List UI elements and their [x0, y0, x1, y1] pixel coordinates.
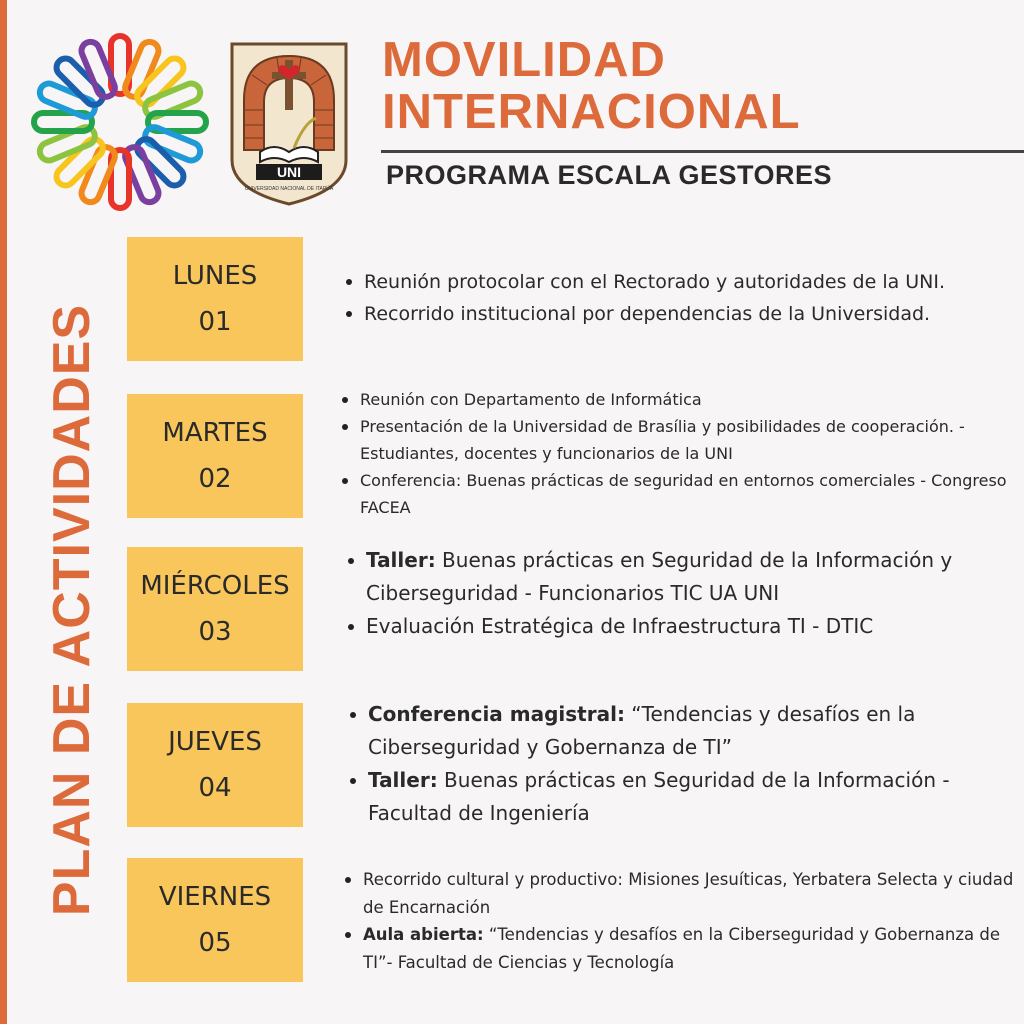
- activities-martes: [360, 386, 1015, 521]
- day-name: MIÉRCOLES: [140, 571, 290, 601]
- side-title: PLAN DE ACTIVIDADES: [43, 303, 101, 917]
- list-item: Recorrido institucional por dependencias de la Universidad.: [364, 298, 1014, 330]
- flower-logo-icon: [31, 33, 209, 211]
- flower-petal: [133, 55, 187, 109]
- list-item: Recorrido cultural y productivo: Misiones Jesuíticas, Yerbatera Selecta y ciudad de Encarnación: [363, 866, 1018, 921]
- main-title: [382, 34, 801, 138]
- list-item: Taller: Buenas prácticas en Seguridad de la Información - Facultad de Ingeniería: [368, 764, 1014, 830]
- day-number: 04: [198, 773, 232, 803]
- list-item: Reunión protocolar con el Rectorado y autoridades de la UNI.: [364, 266, 1014, 298]
- seal-uni-text: UNI: [276, 164, 302, 180]
- list-item: Evaluación Estratégica de Infraestructura TI - DTIC: [366, 610, 1014, 643]
- list-item: Presentación de la Universidad de Brasília y posibilidades de cooperación. - Estudiantes, docentes y funcionarios de la UNI: [360, 413, 1015, 467]
- list-item: Aula abierta: “Tendencias y desafíos en la Ciberseguridad y Gobernanza de TI”- Facultad de Ciencias y Tecnología: [363, 921, 1018, 976]
- list-item: Taller: Buenas prácticas en Seguridad de la Información y Ciberseguridad - Funcionarios TIC UA UNI: [366, 544, 1014, 610]
- day-number: 02: [198, 464, 232, 494]
- day-number: 05: [198, 928, 232, 958]
- title-divider: [381, 150, 1024, 153]
- flower-petal: [133, 135, 187, 189]
- left-accent-stripe: [0, 0, 7, 1024]
- day-number: 03: [198, 617, 232, 647]
- list-item: Conferencia magistral: “Tendencias y desafíos en la Ciberseguridad y Gobernanza de TI”: [368, 698, 1014, 764]
- list-item: Conferencia: Buenas prácticas de seguridad en entornos comerciales - Congreso FACEA: [360, 467, 1015, 521]
- university-seal-logo: [222, 30, 356, 206]
- day-name: JUEVES: [168, 727, 262, 757]
- day-name: MARTES: [162, 418, 268, 448]
- main-title-line2: INTERNACIONAL: [382, 85, 801, 139]
- main-title-line1: MOVILIDAD: [382, 33, 666, 87]
- day-box-martes: [127, 394, 303, 518]
- day-name: VIERNES: [158, 882, 272, 912]
- day-box-viernes: [127, 858, 303, 982]
- day-box-lunes: [127, 237, 303, 361]
- activities-lunes: [364, 266, 1014, 330]
- list-item: Reunión con Departamento de Informática: [360, 386, 1015, 413]
- day-name: LUNES: [172, 261, 258, 291]
- day-box-miercoles: [127, 547, 303, 671]
- day-box-jueves: [127, 703, 303, 827]
- flower-petal: [53, 135, 107, 189]
- activities-jueves: [368, 698, 1014, 830]
- activities-viernes: [363, 866, 1018, 976]
- flower-petal: [53, 55, 107, 109]
- activities-miercoles: [366, 544, 1014, 643]
- day-number: 01: [198, 307, 232, 337]
- subtitle: PROGRAMA ESCALA GESTORES: [386, 160, 833, 190]
- seal-ring-text: UNIVERSIDAD NACIONAL DE ITAPÚA: [244, 186, 334, 192]
